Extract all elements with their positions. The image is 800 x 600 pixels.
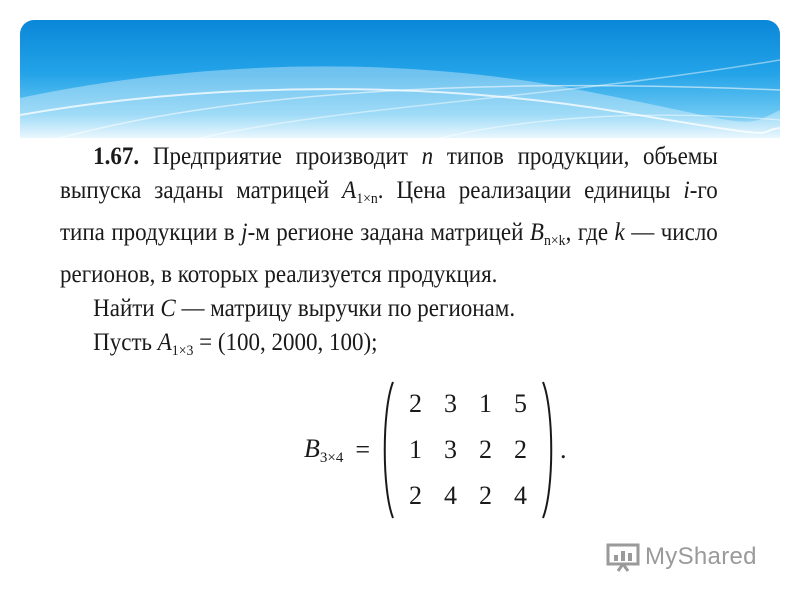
math-variable: n [421,143,434,170]
matrix-cell: 2 [409,389,423,418]
problem-number: 1.67. [93,143,140,170]
slide-header-banner [20,20,780,138]
math-subscript: 1×3 [171,343,194,359]
matrix-cell: 2 [479,481,493,510]
problem-statement-text [60,143,718,288]
text-run: — матрицу выручки по регионам. [175,295,516,322]
matrix-b-equation [304,380,567,520]
given-line [93,326,718,368]
math-variable: C [160,295,176,322]
matrix-cell: 2 [479,435,493,464]
math-variable: A [157,329,172,356]
math-subscript: 1×n [356,191,378,207]
logo-text: MyShared [645,543,757,570]
left-paren-icon [380,380,396,520]
presentation-board-icon [606,542,640,572]
matrix-cell: 3 [444,435,458,464]
text-run: — число регионов, в которых реализуется продукция. [60,219,718,288]
text-run: = (100, 2000, 100); [193,329,378,356]
matrix-cell: 4 [444,481,458,510]
text-run: Найти [93,295,161,322]
math-variable: k [614,219,625,246]
task-text [93,295,515,322]
matrix-name: $B_{3\times 4}$ [304,433,344,466]
text-run: Пусть [93,329,158,356]
math-subscript: n×k [543,233,566,249]
matrix-cell: 2 [514,435,528,464]
myshared-logo [606,540,757,574]
problem-text [60,140,718,368]
matrix-cell: 1 [479,389,493,418]
problem-statement [60,140,718,292]
matrix-cell: 3 [444,389,458,418]
right-paren-icon [540,380,556,520]
banner-wave-decoration [20,20,780,138]
text-run: , где [565,219,615,246]
math-variable: j [241,219,248,246]
matrix-cell: 2 [409,481,423,510]
text-run: -го типа продукции в [60,177,718,246]
math-variable: B [529,219,544,246]
matrix-cell: 1 [409,435,423,464]
matrix-subscript: 3×4 [319,449,344,466]
task-line [93,292,718,326]
math-variable: i [683,177,690,204]
text-run: -м регионе задана матрицей [247,219,530,246]
text-run: . Цена реализации единицы [377,177,684,204]
text-run: типов продукции, объемы выпуска заданы матрицей [60,143,718,204]
matrix-cell: 5 [514,389,528,418]
math-variable: A [342,177,357,204]
matrix-cell: 4 [514,481,528,510]
matrix-grid [396,381,540,519]
matrix-period: . [560,435,567,464]
text-run: Предприятие производит [139,143,422,170]
given-vector-text [93,329,378,359]
equals-sign: = [355,435,371,464]
